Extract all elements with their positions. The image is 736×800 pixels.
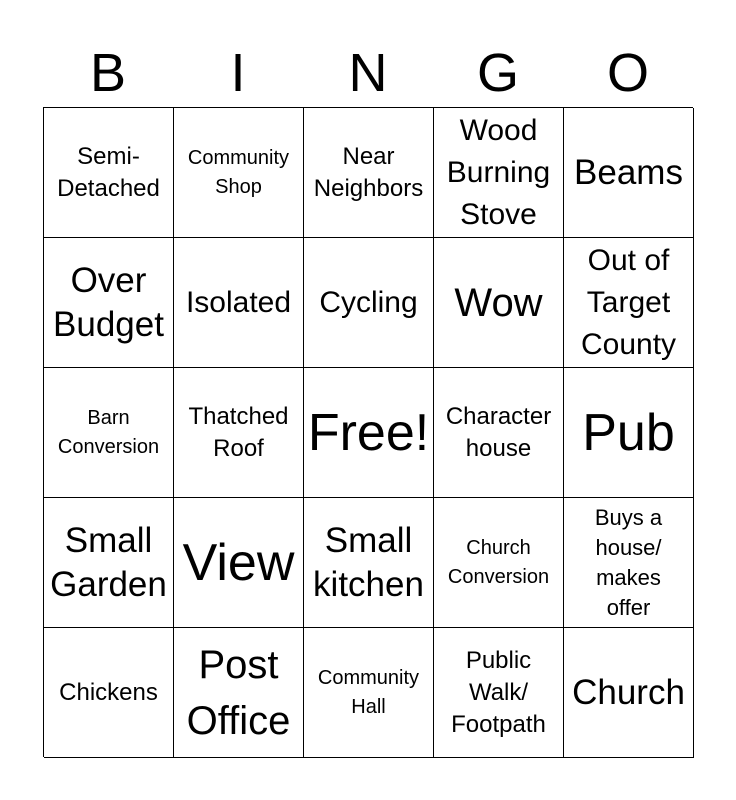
cell-label: Over Budget — [53, 260, 164, 344]
cell-label: Post Office — [186, 642, 291, 743]
cell-label: Barn Conversion — [57, 406, 160, 458]
bingo-cell[interactable] — [434, 108, 564, 238]
cell-label: Pub — [582, 403, 675, 462]
cell-label: Near Neighbors — [313, 142, 424, 202]
header-letter-b: B — [89, 43, 127, 103]
cell-label: Chickens — [59, 678, 158, 706]
bingo-cell[interactable] — [44, 628, 174, 758]
cell-label: Out of Target County — [580, 243, 677, 361]
cell-label: Church — [572, 672, 685, 712]
cell-label: Wood Burning Stove — [446, 113, 551, 231]
cell-label: Isolated — [185, 285, 292, 319]
cell-label: Community Shop — [187, 146, 290, 198]
cell-label: Small kitchen — [313, 520, 424, 604]
bingo-cell[interactable] — [304, 238, 434, 368]
cell-label: Buys a house/ makes offer — [594, 504, 663, 620]
cell-label: Semi- Detached — [57, 142, 160, 202]
bingo-cell[interactable] — [304, 498, 434, 628]
cell-label: Public Walk/ Footpath — [451, 646, 546, 738]
bingo-cell[interactable] — [174, 498, 304, 628]
bingo-cell[interactable] — [564, 628, 694, 758]
cell-label: Community Hall — [317, 666, 420, 718]
bingo-cell[interactable] — [564, 368, 694, 498]
bingo-cell[interactable] — [174, 368, 304, 498]
header-letter-g: G — [476, 43, 519, 103]
cell-label: View — [182, 533, 295, 592]
bingo-cell[interactable] — [304, 108, 434, 238]
cell-label: Character house — [445, 402, 552, 462]
bingo-cell[interactable] — [44, 238, 174, 368]
free-space-cell[interactable] — [304, 368, 434, 498]
bingo-cell[interactable] — [44, 108, 174, 238]
header-letter-i: I — [230, 43, 246, 103]
bingo-cell[interactable] — [434, 498, 564, 628]
bingo-cell[interactable] — [434, 628, 564, 758]
bingo-cell[interactable] — [564, 108, 694, 238]
cell-label: Church Conversion — [447, 536, 550, 588]
bingo-cell[interactable] — [174, 108, 304, 238]
bingo-cell[interactable] — [434, 368, 564, 498]
bingo-cell[interactable] — [174, 628, 304, 758]
header-letter-n: N — [348, 43, 388, 103]
bingo-board — [43, 107, 693, 757]
cell-label: Small Garden — [50, 520, 167, 604]
bingo-cell[interactable] — [434, 238, 564, 368]
cell-label: Thatched Roof — [188, 402, 289, 462]
cell-label: Beams — [574, 152, 683, 192]
free-space-label: Free! — [307, 403, 430, 462]
bingo-header — [43, 40, 693, 106]
bingo-cell[interactable] — [304, 628, 434, 758]
bingo-cell[interactable] — [44, 498, 174, 628]
bingo-cell[interactable] — [564, 498, 694, 628]
bingo-cell[interactable] — [44, 368, 174, 498]
cell-label: Cycling — [319, 285, 418, 319]
header-letter-o: O — [606, 43, 649, 103]
cell-label: Wow — [454, 280, 543, 325]
bingo-cell[interactable] — [174, 238, 304, 368]
bingo-cell[interactable] — [564, 238, 694, 368]
